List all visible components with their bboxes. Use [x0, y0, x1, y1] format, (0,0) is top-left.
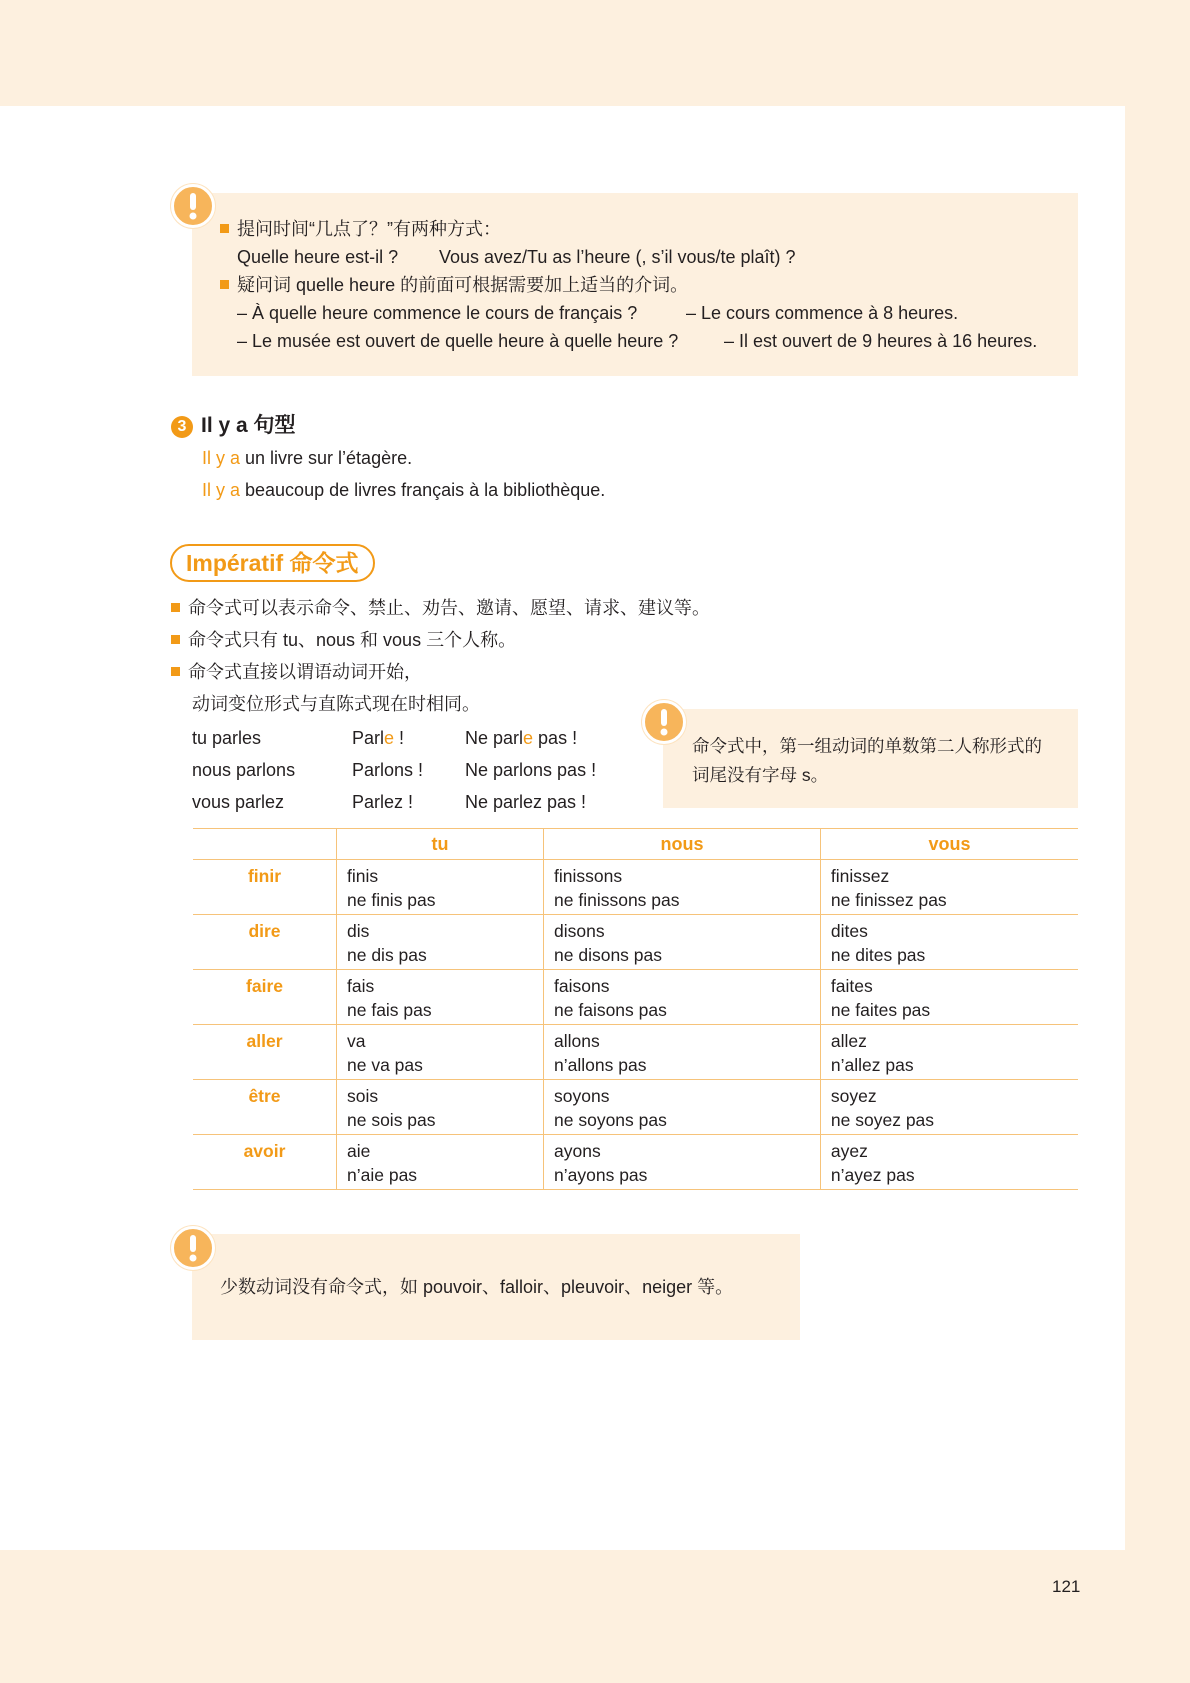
example-neg: Ne parlons pas ! — [465, 760, 597, 780]
table-row — [193, 1080, 1078, 1135]
section-title: Il y a 句型 — [201, 414, 296, 437]
table-cell: dites ne dites pas — [820, 915, 1078, 970]
note1-dialog-a2: – Il est ouvert de 9 heures à 16 heures. — [724, 331, 1038, 351]
example-imp: Parlez ! — [352, 792, 414, 812]
table-cell: va ne va pas — [337, 1025, 544, 1080]
section-number-badge: 3 — [171, 416, 193, 438]
table-cell: soyez ne soyez pas — [820, 1080, 1078, 1135]
example-imp: Parle ! — [352, 728, 405, 748]
bullet-icon — [171, 603, 180, 612]
note1-dialog-q1: – À quelle heure commence le cours de français ? — [237, 303, 638, 323]
note1-dialog-a1: – Le cours commence à 8 heures. — [686, 303, 959, 323]
example-imp: Parlons ! — [352, 760, 424, 780]
table-cell: finis ne finis pas — [337, 860, 544, 915]
note1-line1: 提问时间“几点了？”有两种方式： — [220, 217, 501, 241]
verb-cell: aller — [193, 1025, 337, 1080]
imperatif-heading: Impératif 命令式 — [170, 544, 375, 582]
bullet-icon — [220, 224, 229, 233]
example-ind: tu parles — [192, 728, 262, 748]
example-neg: Ne parlez pas ! — [465, 792, 587, 812]
ilya-example-2: Il y a beaucoup de livres français à la bibliothèque. — [202, 480, 606, 500]
bullet-icon — [171, 635, 180, 644]
exclamation-icon — [171, 184, 215, 228]
table-cell: faisons ne faisons pas — [544, 970, 821, 1025]
table-row — [193, 1135, 1078, 1190]
table-header-tu: tu — [337, 829, 544, 860]
note-box-first-group — [663, 709, 1078, 808]
note2-line1: 命令式中，第一组动词的单数第二人称形式的 — [692, 736, 1042, 756]
table-cell: fais ne fais pas — [337, 970, 544, 1025]
example-neg: Ne parle pas ! — [465, 728, 578, 748]
table-cell: ayons n’ayons pas — [544, 1135, 821, 1190]
verb-cell: faire — [193, 970, 337, 1025]
note1-line3: 疑问词 quelle heure 的前面可根据需要加上适当的介词。 — [220, 273, 688, 297]
table-row — [193, 860, 1078, 915]
table-cell: sois ne sois pas — [337, 1080, 544, 1135]
imperatif-bullet-1: 命令式可以表示命令、禁止、劝告、邀请、愿望、请求、建议等。 — [171, 596, 710, 620]
page-number: 121 — [1052, 1577, 1081, 1596]
note2-line2: 词尾没有字母 s。 — [692, 765, 829, 785]
table-cell: allons n’allons pas — [544, 1025, 821, 1080]
table-row — [193, 1025, 1078, 1080]
table-cell: aie n’aie pas — [337, 1135, 544, 1190]
bullet-icon — [171, 667, 180, 676]
imperatif-bullet-3: 命令式直接以谓语动词开始， — [171, 660, 422, 684]
note1-example-b: Vous avez/Tu as l’heure (, s’il vous/te plaît) ? — [439, 247, 796, 267]
ilya-example-1: Il y a un livre sur l’étagère. — [202, 448, 413, 468]
note1-example-a: Quelle heure est-il ? — [237, 247, 399, 267]
exclamation-icon — [642, 700, 686, 744]
note1-dialog-q2: – Le musée est ouvert de quelle heure à quelle heure ? — [237, 331, 679, 351]
table-cell: ayez n’ayez pas — [820, 1135, 1078, 1190]
verb-cell: être — [193, 1080, 337, 1135]
table-cell: soyons ne soyons pas — [544, 1080, 821, 1135]
table-row — [193, 915, 1078, 970]
table-row — [193, 970, 1078, 1025]
table-cell: dis ne dis pas — [337, 915, 544, 970]
bullet-icon — [220, 280, 229, 289]
verb-cell: avoir — [193, 1135, 337, 1190]
note3-line1: 少数动词没有命令式，如 pouvoir、falloir、pleuvoir、neiger 等。 — [220, 1277, 734, 1297]
verb-cell: dire — [193, 915, 337, 970]
table-cell: faites ne faites pas — [820, 970, 1078, 1025]
table-cell: disons ne disons pas — [544, 915, 821, 970]
table-header-row — [193, 829, 1078, 860]
table-header-blank — [193, 829, 337, 860]
example-ind: nous parlons — [192, 760, 296, 780]
table-header-nous: nous — [544, 829, 821, 860]
table-header-vous: vous — [820, 829, 1078, 860]
imperatif-bullet-3-cont: 动词变位形式与直陈式现在时相同。 — [192, 694, 480, 714]
table-cell: finissez ne finissez pas — [820, 860, 1078, 915]
conjugation-table — [193, 828, 1078, 1190]
imperatif-bullet-2: 命令式只有 tu、nous 和 vous 三个人称。 — [171, 628, 516, 652]
table-cell: allez n’allez pas — [820, 1025, 1078, 1080]
table-cell: finissons ne finissons pas — [544, 860, 821, 915]
exclamation-icon — [171, 1226, 215, 1270]
verb-cell: finir — [193, 860, 337, 915]
example-ind: vous parlez — [192, 792, 285, 812]
